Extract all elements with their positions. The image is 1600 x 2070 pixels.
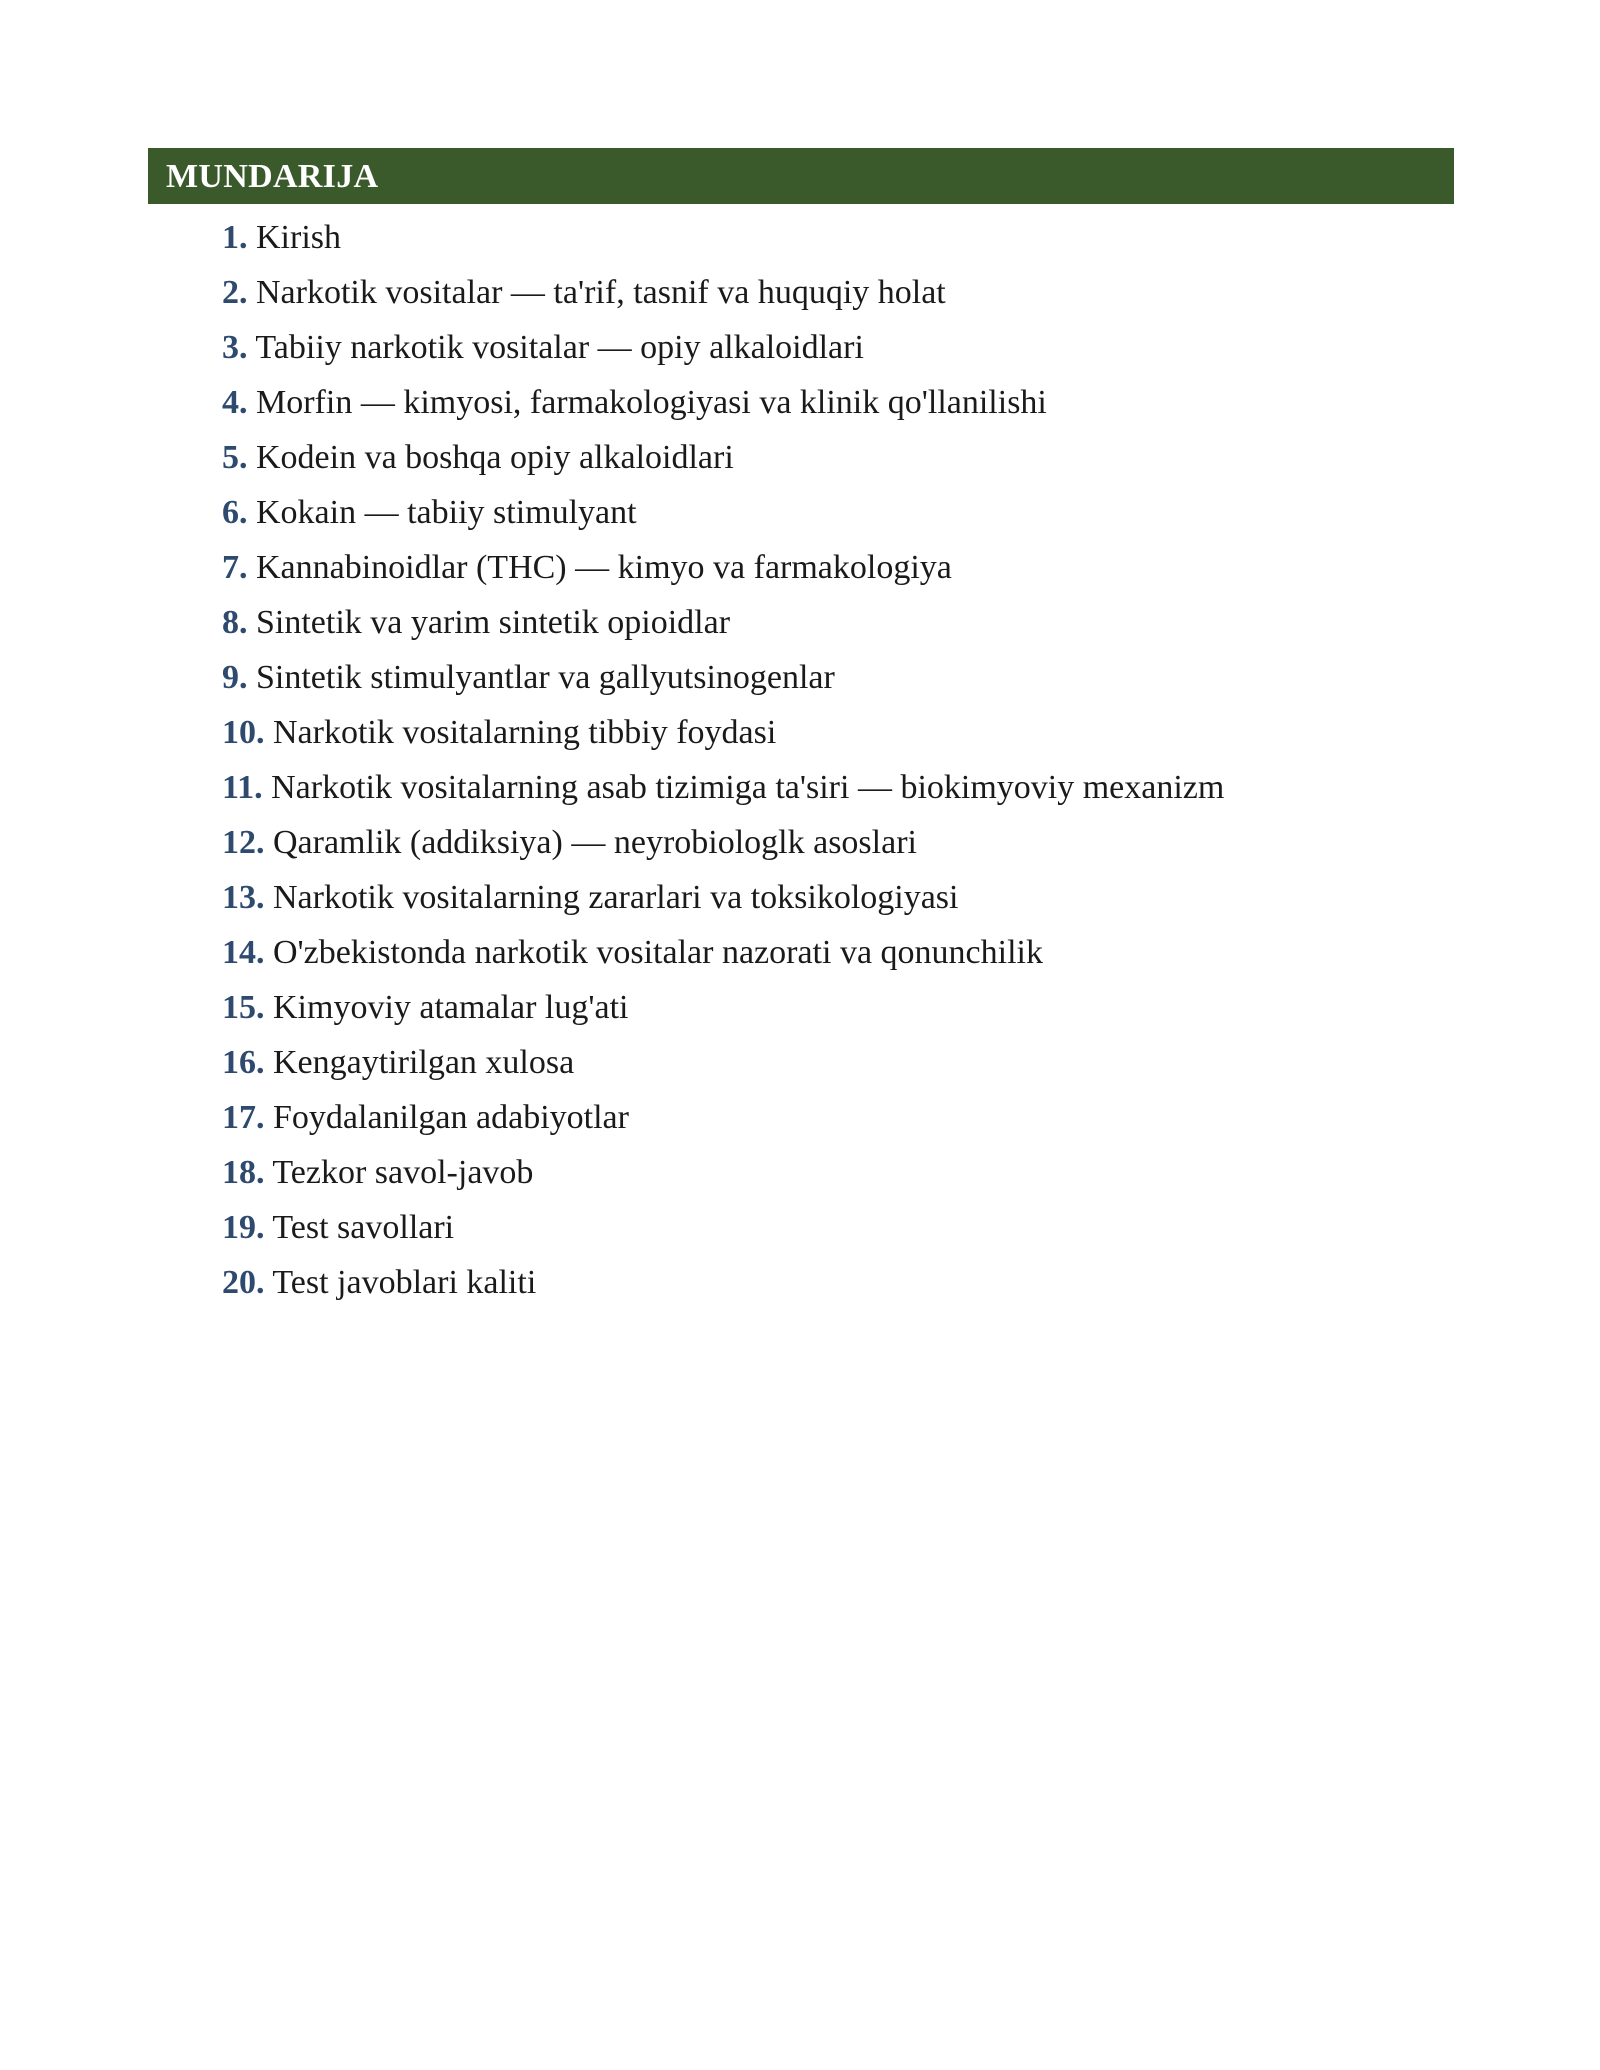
toc-item-text: Kirish	[256, 219, 341, 256]
toc-item	[222, 375, 1422, 430]
toc-item	[222, 1255, 1422, 1310]
toc-item-number: 16.	[222, 1044, 265, 1081]
toc-item-number: 11.	[222, 769, 263, 806]
toc-item-number: 5.	[222, 439, 248, 476]
toc-item-number: 20.	[222, 1264, 265, 1301]
toc-item-text: Test savollari	[272, 1209, 455, 1246]
toc-item	[222, 430, 1422, 485]
toc-item	[222, 925, 1422, 980]
toc-item-number: 3.	[222, 329, 248, 366]
toc-item-number: 19.	[222, 1209, 265, 1246]
toc-item-text: Kannabinoidlar (THC) — kimyo va farmakologiya	[256, 549, 952, 586]
toc-item-text: O'zbekistonda narkotik vositalar nazorati va qonunchilik	[273, 934, 1043, 971]
toc-item-number: 8.	[222, 604, 248, 641]
toc-item-number: 7.	[222, 549, 248, 586]
toc-item	[222, 1090, 1422, 1145]
toc-item	[222, 540, 1422, 595]
toc-item-text: Narkotik vositalarning tibbiy foydasi	[273, 714, 777, 751]
toc-item	[222, 870, 1422, 925]
toc-title: MUNDARIJA	[166, 158, 379, 195]
toc-item-number: 12.	[222, 824, 265, 861]
toc-item	[222, 1035, 1422, 1090]
toc-item-number: 6.	[222, 494, 248, 531]
toc-item-text: Qaramlik (addiksiya) — neyrobiologlk asoslari	[273, 824, 917, 861]
toc-item	[222, 320, 1422, 375]
toc-item-number: 10.	[222, 714, 265, 751]
toc-item	[222, 595, 1422, 650]
toc-item-number: 2.	[222, 274, 248, 311]
toc-item-number: 17.	[222, 1099, 265, 1136]
toc-item-number: 1.	[222, 219, 248, 256]
toc-header-bar	[148, 148, 1454, 204]
toc-item	[222, 980, 1422, 1035]
toc-item	[222, 1200, 1422, 1255]
toc-item-text: Sintetik va yarim sintetik opioidlar	[256, 604, 731, 641]
toc-item	[222, 210, 1422, 265]
toc-item-text: Narkotik vositalarning zararlari va toksikologiyasi	[273, 879, 959, 916]
toc-item-text: Kengaytirilgan xulosa	[273, 1044, 575, 1081]
toc-item-text: Kodein va boshqa opiy alkaloidlari	[256, 439, 734, 476]
toc-item-text: Tezkor savol-javob	[272, 1154, 534, 1191]
toc-item-text: Narkotik vositalarning asab tizimiga ta'siri — biokimyoviy mexanizm	[271, 769, 1225, 806]
toc-item-number: 9.	[222, 659, 248, 696]
toc-item-text: Tabiiy narkotik vositalar — opiy alkaloidlari	[255, 329, 864, 366]
toc-item	[222, 265, 1422, 320]
toc-item	[222, 760, 1422, 815]
toc-item	[222, 815, 1422, 870]
toc-item-text: Narkotik vositalar — ta'rif, tasnif va huquqiy holat	[256, 274, 946, 311]
toc-item-text: Sintetik stimulyantlar va gallyutsinogenlar	[256, 659, 835, 696]
toc-item-number: 4.	[222, 384, 248, 421]
toc-item-number: 14.	[222, 934, 265, 971]
toc-item-number: 18.	[222, 1154, 265, 1191]
toc-item	[222, 1145, 1422, 1200]
toc-item-number: 15.	[222, 989, 265, 1026]
toc-item-text: Test javoblari kaliti	[272, 1264, 537, 1301]
toc-item-text: Morfin — kimyosi, farmakologiyasi va klinik qo'llanilishi	[256, 384, 1047, 421]
toc-list	[222, 210, 1422, 1310]
toc-item	[222, 705, 1422, 760]
toc-item-text: Kimyoviy atamalar lug'ati	[273, 989, 629, 1026]
toc-item	[222, 485, 1422, 540]
toc-item-number: 13.	[222, 879, 265, 916]
toc-item	[222, 650, 1422, 705]
toc-item-text: Kokain — tabiiy stimulyant	[256, 494, 637, 531]
toc-item-text: Foydalanilgan adabiyotlar	[273, 1099, 629, 1136]
